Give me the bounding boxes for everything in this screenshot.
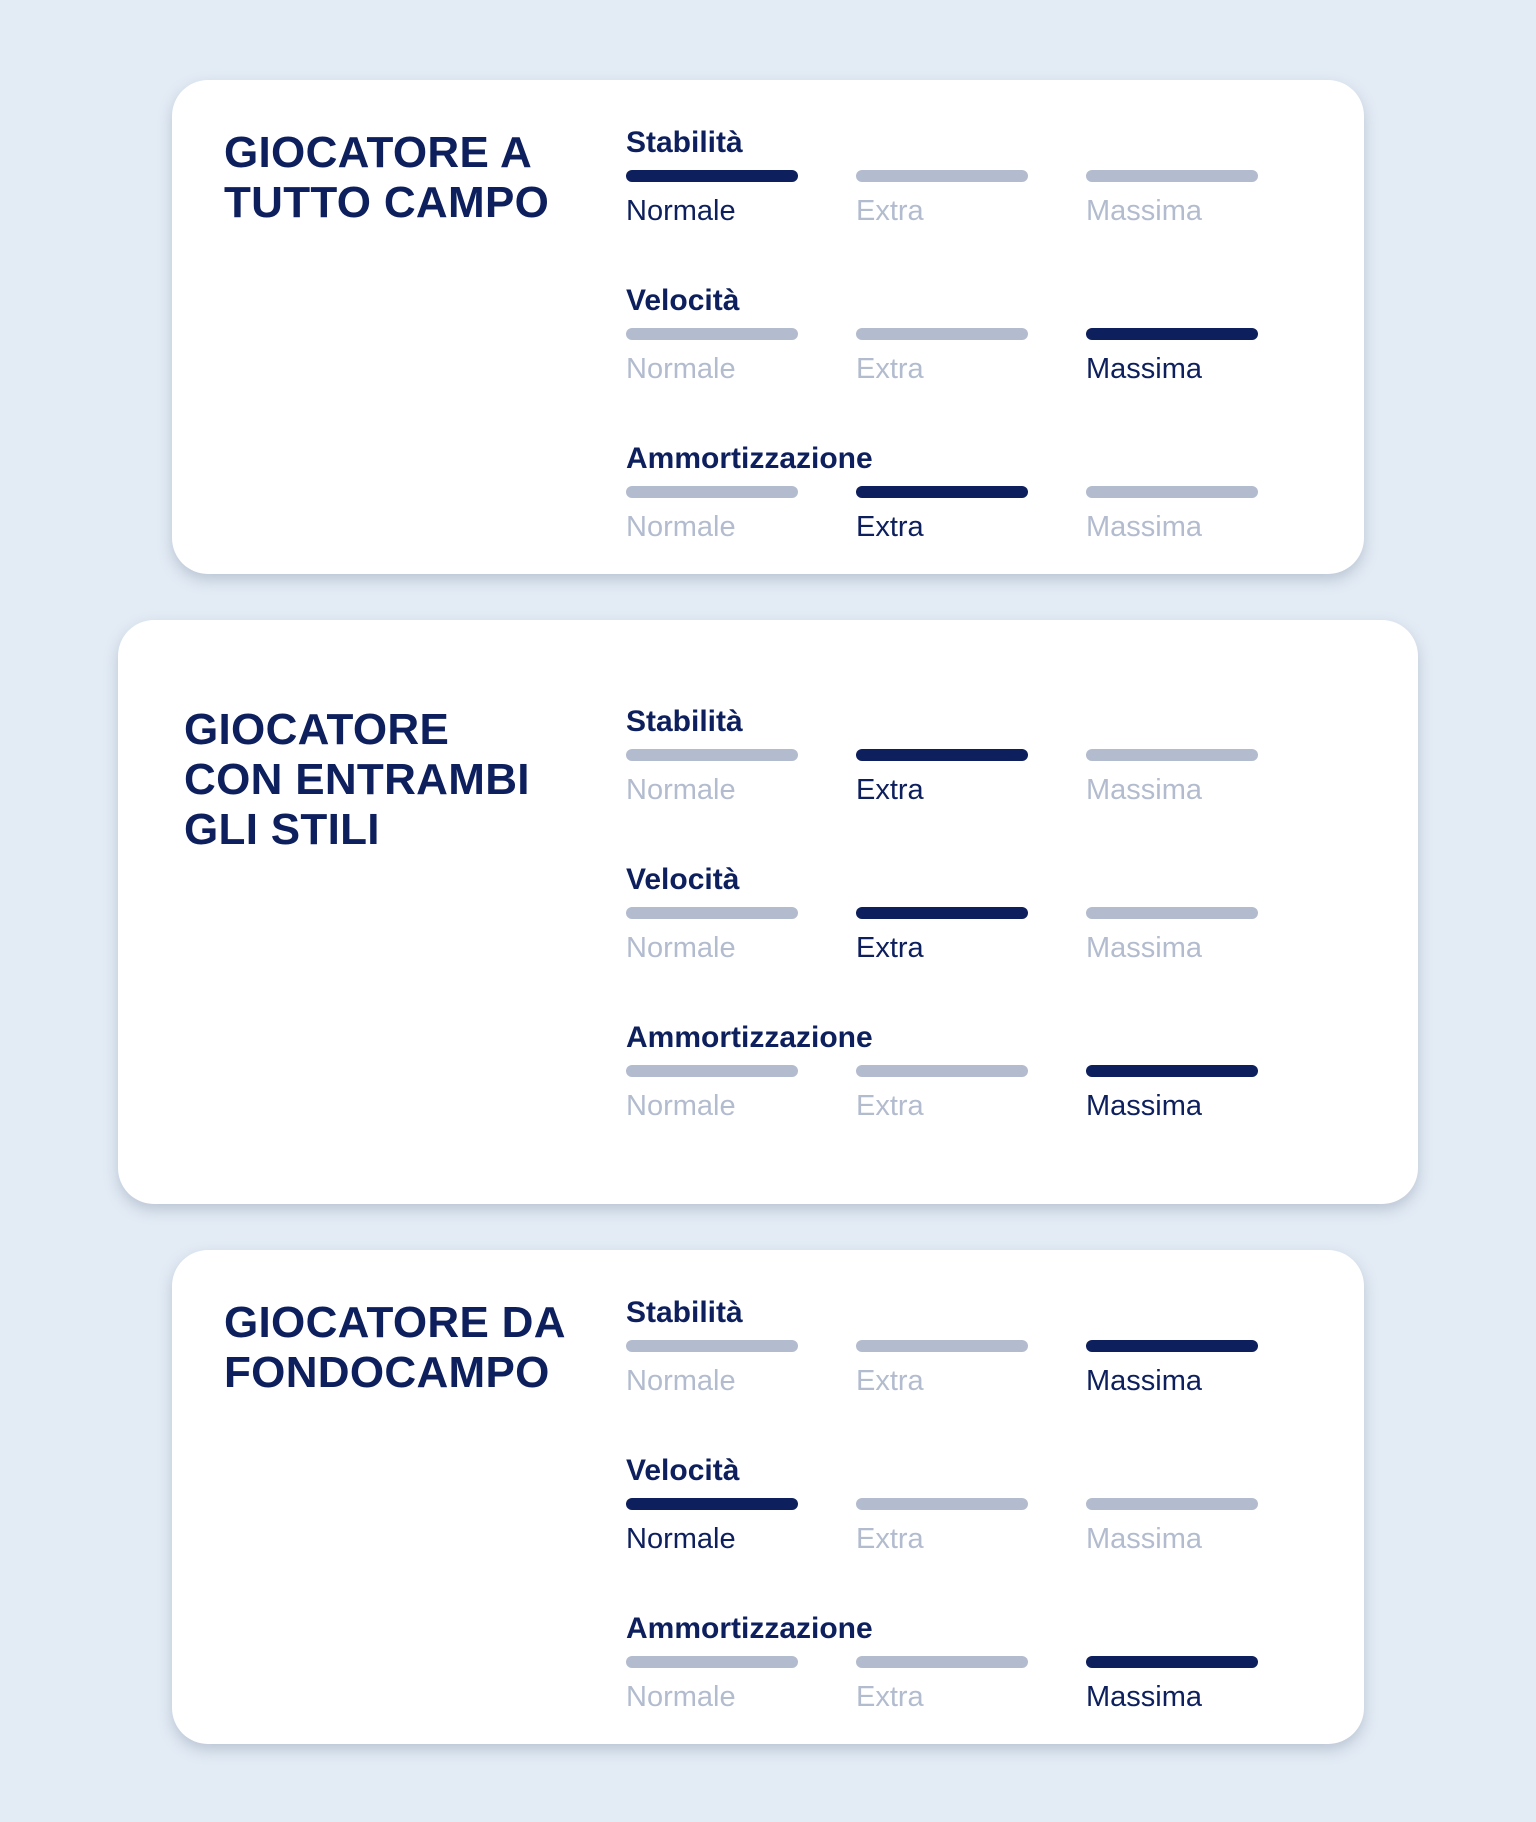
- level-name: Normale: [626, 353, 736, 385]
- card-title: GIOCATORE CON ENTRAMBI GLI STILI: [184, 705, 530, 854]
- level-name: Normale: [626, 1365, 736, 1397]
- metric-label: Velocità: [626, 863, 740, 896]
- level-bar: [1086, 486, 1258, 498]
- level-normale: [626, 328, 856, 386]
- level-normale: [626, 486, 856, 544]
- level-name: Extra: [856, 1681, 924, 1713]
- level-name: Massima: [1086, 1365, 1203, 1397]
- level-bar: [856, 907, 1028, 919]
- level-extra: [856, 1656, 1086, 1714]
- level-bar: [856, 328, 1028, 340]
- level-bar: [626, 1065, 798, 1077]
- level-name: Normale: [626, 1681, 736, 1713]
- level-bar: [856, 749, 1028, 761]
- level-extra: [856, 486, 1086, 544]
- level-bar: [1086, 1340, 1258, 1352]
- level-massima: [1086, 1656, 1266, 1714]
- level-bar: [626, 1656, 798, 1668]
- level-name: Normale: [626, 774, 736, 806]
- metric-label: Stabilità: [626, 1296, 743, 1329]
- level-bar: [626, 486, 798, 498]
- level-scale: [626, 749, 1266, 807]
- level-name: Massima: [1086, 932, 1203, 964]
- level-name: Massima: [1086, 353, 1203, 385]
- level-bar: [856, 1340, 1028, 1352]
- level-name: Normale: [626, 1523, 736, 1555]
- level-normale: [626, 170, 856, 228]
- player-card-tutto-campo: [172, 80, 1364, 574]
- metrics-list: [626, 1296, 1266, 1770]
- level-name: Normale: [626, 1090, 736, 1122]
- level-bar: [1086, 907, 1258, 919]
- metric-label: Velocità: [626, 284, 740, 317]
- level-bar: [856, 1065, 1028, 1077]
- level-massima: [1086, 170, 1266, 228]
- level-bar: [856, 486, 1028, 498]
- level-extra: [856, 1340, 1086, 1398]
- level-normale: [626, 1656, 856, 1714]
- level-bar: [626, 749, 798, 761]
- level-bar: [856, 1498, 1028, 1510]
- level-name: Extra: [856, 511, 924, 543]
- metrics-list: [626, 126, 1266, 600]
- level-bar: [626, 1340, 798, 1352]
- metric-row: [626, 1296, 1266, 1454]
- level-normale: [626, 907, 856, 965]
- level-name: Extra: [856, 195, 924, 227]
- level-extra: [856, 907, 1086, 965]
- level-bar: [626, 1498, 798, 1510]
- level-scale: [626, 170, 1266, 228]
- metric-row: [626, 1612, 1266, 1770]
- level-scale: [626, 907, 1266, 965]
- level-massima: [1086, 328, 1266, 386]
- card-title: GIOCATORE DA FONDOCAMPO: [224, 1298, 566, 1397]
- level-massima: [1086, 486, 1266, 544]
- level-extra: [856, 328, 1086, 386]
- level-name: Extra: [856, 774, 924, 806]
- level-scale: [626, 1340, 1266, 1398]
- level-bar: [626, 328, 798, 340]
- level-massima: [1086, 1498, 1266, 1556]
- level-normale: [626, 749, 856, 807]
- level-name: Massima: [1086, 511, 1203, 543]
- level-bar: [1086, 1656, 1258, 1668]
- level-name: Extra: [856, 932, 924, 964]
- level-bar: [1086, 1498, 1258, 1510]
- level-bar: [856, 170, 1028, 182]
- level-bar: [626, 907, 798, 919]
- level-name: Massima: [1086, 1681, 1203, 1713]
- level-extra: [856, 1498, 1086, 1556]
- level-bar: [626, 170, 798, 182]
- metric-label: Stabilità: [626, 126, 743, 159]
- level-name: Massima: [1086, 1090, 1203, 1122]
- level-name: Massima: [1086, 774, 1203, 806]
- level-massima: [1086, 1340, 1266, 1398]
- level-bar: [1086, 328, 1258, 340]
- level-normale: [626, 1340, 856, 1398]
- level-massima: [1086, 749, 1266, 807]
- level-scale: [626, 1656, 1266, 1714]
- level-name: Extra: [856, 353, 924, 385]
- metric-row: [626, 126, 1266, 284]
- metric-row: [626, 442, 1266, 600]
- metric-row: [626, 1454, 1266, 1612]
- level-bar: [856, 1656, 1028, 1668]
- level-name: Extra: [856, 1365, 924, 1397]
- level-bar: [1086, 1065, 1258, 1077]
- level-massima: [1086, 1065, 1266, 1123]
- level-extra: [856, 1065, 1086, 1123]
- metric-label: Stabilità: [626, 705, 743, 738]
- metric-row: [626, 705, 1266, 863]
- metrics-list: [626, 705, 1266, 1179]
- level-name: Normale: [626, 932, 736, 964]
- level-scale: [626, 1498, 1266, 1556]
- level-scale: [626, 486, 1266, 544]
- metric-row: [626, 863, 1266, 1021]
- level-name: Extra: [856, 1090, 924, 1122]
- metric-label: Ammortizzazione: [626, 1612, 873, 1645]
- level-extra: [856, 170, 1086, 228]
- level-name: Massima: [1086, 195, 1203, 227]
- level-normale: [626, 1065, 856, 1123]
- level-normale: [626, 1498, 856, 1556]
- level-extra: [856, 749, 1086, 807]
- level-name: Normale: [626, 195, 736, 227]
- level-massima: [1086, 907, 1266, 965]
- level-bar: [1086, 170, 1258, 182]
- metric-label: Ammortizzazione: [626, 442, 873, 475]
- metric-label: Velocità: [626, 1454, 740, 1487]
- level-name: Normale: [626, 511, 736, 543]
- player-card-entrambi-stili: [118, 620, 1418, 1204]
- level-name: Massima: [1086, 1523, 1203, 1555]
- metric-row: [626, 284, 1266, 442]
- metric-label: Ammortizzazione: [626, 1021, 873, 1054]
- metric-row: [626, 1021, 1266, 1179]
- level-scale: [626, 1065, 1266, 1123]
- level-scale: [626, 328, 1266, 386]
- player-card-fondocampo: [172, 1250, 1364, 1744]
- level-bar: [1086, 749, 1258, 761]
- card-title: GIOCATORE A TUTTO CAMPO: [224, 128, 550, 227]
- level-name: Extra: [856, 1523, 924, 1555]
